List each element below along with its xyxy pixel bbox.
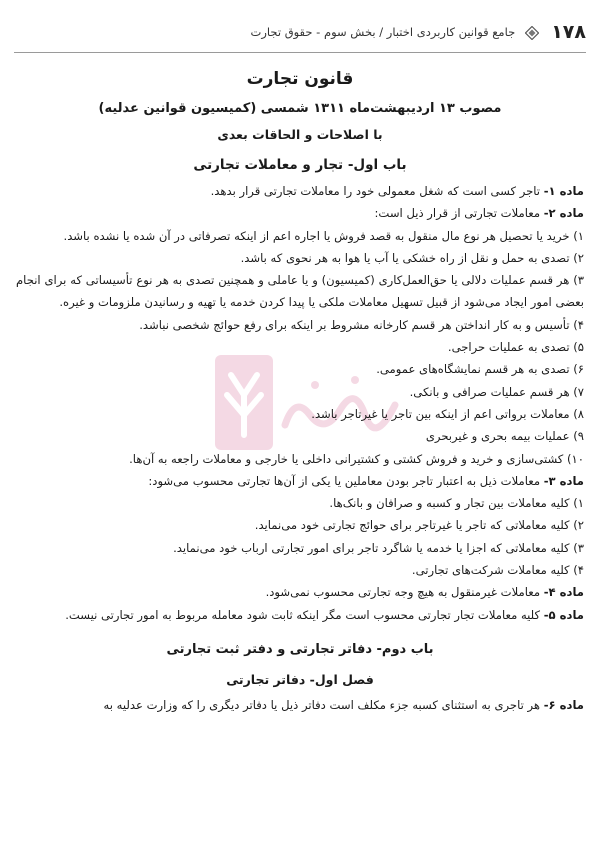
law-title: قانون تجارت — [246, 69, 354, 89]
running-head: جامع قوانین کاربردی اختبار / بخش سوم - حقوق تجارت — [250, 25, 516, 39]
article-label: ماده ۶- — [543, 697, 584, 712]
article-label: ماده ۵- — [543, 607, 584, 622]
article-1 — [16, 180, 584, 202]
list-item: ۳) هر قسم عملیات دلالی یا حق‌العمل‌کاری (کمیسیون) و یا عاملی و همچنین تصدی به هر نوع تأسیساتی که برای انجام بعضی امور ایجاد می‌شود از قبیل تسهیل معاملات ملکی یا پیدا کردن خدمه یا تهیه و رسانیدن ملزومات و غیره. — [16, 273, 584, 310]
list-item: ۸) معاملات برواتی اعم از اینکه بین تاجر یا غیرتاجر باشد. — [311, 406, 584, 421]
article-6 — [16, 694, 584, 716]
page-body — [16, 62, 584, 716]
article-text: معاملات ذیل به اعتبار تاجر بودن معاملین یا یکی از آن‌ها تجارتی محسوب می‌شود: — [148, 473, 544, 488]
part-one-title: باب اول- تجار و معاملات تجارتی — [193, 157, 407, 173]
article-text: معاملات تجارتی از قرار ذیل است: — [374, 206, 544, 221]
article-label: ماده ۲- — [543, 206, 584, 221]
list-item: ۲) تصدی به حمل و نقل از راه خشکی یا آب یا هوا به هر نحوی که باشد. — [240, 250, 584, 265]
list-item: ۹) عملیات بیمه بحری و غیربحری — [425, 429, 584, 444]
article-text: هر تاجری به استثنای کسبه جزء مکلف است دفاتر ذیل یا دفاتر دیگری را که وزارت عدلیه به — [103, 697, 544, 712]
page-number: ۱۷۸ — [551, 21, 586, 43]
list-item: ۱۰) کشتی‌سازی و خرید و فروش کشتی و کشتیرانی داخلی یا خارجی و معاملات راجعه به آن‌ها. — [129, 451, 584, 466]
list-item: ۶) تصدی به هر قسم نمایشگاه‌های عمومی. — [376, 362, 584, 377]
diamond-ornament-icon — [525, 25, 539, 39]
article-label: ماده ۴- — [543, 585, 584, 600]
list-item: ۵) تصدی به عملیات حراجی. — [447, 340, 584, 355]
page-header — [14, 14, 586, 50]
list-item: ۳) کلیه معاملاتی که اجزا یا خدمه یا شاگرد تاجر برای امور تجارتی ارباب خود می‌نماید. — [173, 540, 584, 555]
article-2 — [16, 202, 584, 224]
part-two-title: باب دوم- دفاتر تجارتی و دفتر ثبت تجارتی — [166, 641, 434, 657]
list-item: ۱) کلیه معاملات بین تجار و کسبه و صرافان و بانک‌ها. — [329, 496, 584, 511]
amendments-subtitle: با اصلاحات و الحاقات بعدی — [217, 127, 383, 142]
list-item: ۴) تأسیس و به کار انداختن هر قسم کارخانه مشروط بر اینکه برای رفع حوائج شخصی نباشد. — [139, 317, 584, 332]
list-item: ۴) کلیه معاملات شرکت‌های تجارتی. — [411, 563, 584, 578]
list-item: ۷) هر قسم عملیات صرافی و بانکی. — [409, 384, 584, 399]
article-text: تاجر کسی است که شغل معمولی خود را معاملات تجارتی قرار بدهد. — [210, 184, 544, 198]
article-text: معاملات غیرمنقول به هیچ وجه تجارتی محسوب نمی‌شود. — [265, 585, 544, 600]
article-5 — [16, 604, 584, 626]
enactment-subtitle: مصوب ۱۳ اردیبهشت‌ماه ۱۳۱۱ شمسی (کمیسیون قوانین عدلیه) — [98, 101, 502, 116]
article-4 — [16, 581, 584, 603]
article-3 — [16, 470, 584, 492]
chapter-one-title: فصل اول- دفاتر تجارتی — [226, 671, 374, 687]
article-label: ماده ۱- — [543, 184, 584, 198]
header-divider — [14, 52, 586, 53]
article-text: کلیه معاملات تجار تجارتی محسوب است مگر اینکه ثابت شود معامله مربوط به امور تجارتی نیست. — [65, 607, 544, 622]
list-item: ۱) خرید یا تحصیل هر نوع مال منقول به قصد فروش یا اجاره اعم از اینکه تصرفاتی در آن شده یا نشده باشد. — [63, 228, 584, 243]
list-item: ۲) کلیه معاملاتی که تاجر یا غیرتاجر برای حوائج تجارتی خود می‌نماید. — [254, 518, 584, 533]
article-label: ماده ۳- — [543, 473, 584, 488]
